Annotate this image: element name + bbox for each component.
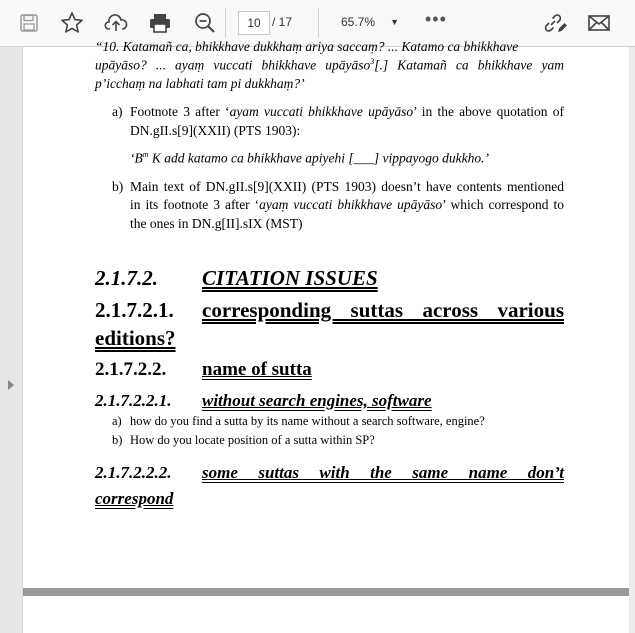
list-item-text: Main text of DN.gII.s[9](XXII) (PTS 1903) doesn’t have contents mentioned — [130, 179, 564, 194]
heading-without-search: without search engines, software — [202, 391, 432, 410]
list-item-text: how do you find a sutta by its name without a search software, engine? — [130, 414, 485, 428]
footnote-quote — [130, 150, 489, 167]
text: in its footnote 3 after ‘ — [130, 197, 260, 212]
zoom-select[interactable] — [333, 11, 405, 33]
heading-continuation: editions? — [95, 326, 176, 350]
quote-line: p’icchaṃ na labhati tam pi dukkhaṃ?’ — [95, 76, 305, 91]
more-icon[interactable]: ••• — [425, 9, 447, 29]
text: ‘B — [130, 150, 143, 166]
toolbar-separator — [318, 8, 319, 38]
superscript: m — [142, 150, 149, 159]
list-label: a) — [112, 414, 122, 428]
footnote-ref: 3 — [370, 57, 375, 66]
text: K add katamo ca bhikkhave apiyehi [___] vippayogo dukkho.’ — [148, 150, 489, 166]
list-item-text: DN.gII.s[9](XXII) (PTS 1903): — [130, 123, 301, 138]
zoom-value: 65.7% — [341, 15, 376, 29]
page-total: / 17 — [272, 15, 293, 29]
sidebar-toggle-strip[interactable] — [0, 47, 22, 633]
heading-number: 2.1.7.2. — [95, 266, 158, 290]
heading-continuation: correspond — [95, 489, 174, 508]
save-icon[interactable] — [16, 10, 42, 36]
list-item-text — [130, 197, 564, 213]
page-number-input[interactable]: 10 — [238, 11, 270, 35]
page-divider — [23, 588, 629, 596]
list-label: b) — [112, 433, 123, 447]
list-label: b) — [112, 179, 124, 194]
heading-citation-issues: CITATION ISSUES — [202, 266, 378, 290]
quote-text: [.] Katamañ ca bhikkhave yam — [374, 57, 564, 73]
pdf-page-next — [23, 596, 629, 633]
quote-line — [95, 57, 564, 74]
upload-icon[interactable] — [103, 10, 129, 36]
scrollbar[interactable] — [629, 47, 635, 633]
heading-number: 2.1.7.2.2.1. — [95, 391, 172, 410]
heading-number: 2.1.7.2.1. — [95, 298, 174, 322]
bookmark-star-icon[interactable] — [59, 10, 85, 36]
heading-number: 2.1.7.2.2.2. — [95, 463, 172, 482]
toolbar-separator — [225, 8, 226, 38]
text: ’ which correspond to — [442, 197, 565, 212]
pdf-page — [23, 39, 629, 588]
italic-text: ayam vuccati bhikkhave upāyāso — [229, 104, 414, 119]
text: Footnote 3 after ‘ — [130, 104, 230, 119]
quote-text: upāyāso? ... ayaṃ vuccati bhikkhave upāyāso — [95, 57, 371, 73]
print-icon[interactable] — [147, 10, 173, 36]
heading-number: 2.1.7.2.2. — [95, 359, 167, 380]
heading-corresponding-suttas: corresponding suttas across various — [202, 298, 564, 322]
list-item-text: How do you locate position of a sutta within SP? — [130, 433, 375, 447]
quote-cut-line: “10. Katamañ ca, bhikkhave dukkhaṃ ariya saccaṃ? ... Katamo ca bhikkhave — [95, 39, 519, 54]
list-label: a) — [112, 104, 123, 119]
list-item-text: the ones in DN.g[II].sIX (MST) — [130, 216, 303, 231]
zoom-out-icon[interactable] — [192, 10, 218, 36]
italic-text: ayaṃ vuccati bhikkhave upāyāso — [259, 197, 443, 212]
mail-icon[interactable] — [586, 10, 612, 36]
heading-name-of-sutta: name of sutta — [202, 359, 312, 380]
list-item-text — [130, 104, 564, 120]
chevron-down-icon: ▼ — [390, 17, 399, 27]
chevron-right-icon[interactable] — [8, 380, 14, 390]
text: ’ in the above quotation of — [413, 104, 564, 119]
link-edit-icon[interactable] — [542, 10, 568, 36]
heading-same-name: some suttas with the same name don’t — [202, 463, 564, 482]
